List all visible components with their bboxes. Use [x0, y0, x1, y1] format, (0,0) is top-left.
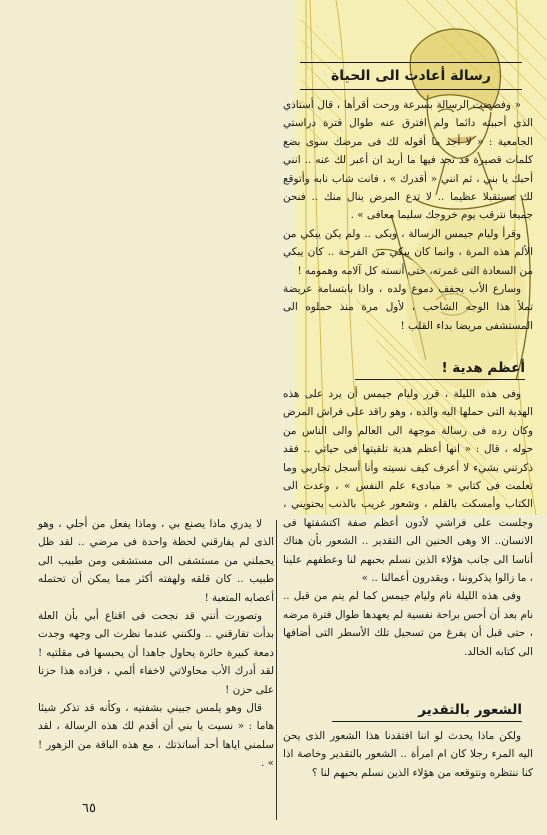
paragraph: لا يدري ماذا يصنع بي ، وماذا يفعل من أجلي ، وهو الذى لم يفارقني لحظة واحدة فى مرضي .. لقد ظل يحملني من مستشفى الى مستشفى ومن طبيب الى طبيب .. كان قلقه ولهفته أكثر مما يمكن أن تحتمله أعصابه المتعبة ! — [38, 518, 274, 604]
paragraph: وقرأ وليام جيمس الرسالة ، وبكى .. ولم يكن يبكي من الألم هذه المرة ، وانما كان يبكي من الفرحة .. كان يبكي من السعادة التى غمرته، حتى أنسته كل آلامه وهمومه ! — [283, 227, 533, 277]
paragraph: وفى هذه الليلة نام وليام جيمس كما لم ينم من قبل .. نام بعد أن أحس براحة نفسية لم يعهدها طوال فترة مرضه ، حتى قبل أن يفرغ من تسجيل تلك الأسطر التى أضافها الى كتابه الخالد. — [283, 590, 533, 658]
paragraph: قال وهو يلمس جبيني بشفتيه ، وكأنه قد تذكر شيئا هاما : « نسيت يا بني أن أقدم لك هذه الرسالة ، لقد سلمني اياها أحد أساتذتك ، مع هذه الباقة من الزهور ! » . — [38, 702, 274, 770]
gift-section — [283, 385, 533, 661]
paragraph: ولكن ماذا يحدث لو اننا افتقدنا هذا الشعور الذى يحن اليه المرء رجلا كان ام امرأة .. الشعور بالتقدير وخاصة اذا كنا ننتظره ونتوقعه من هؤلاء الذين نسلم بحبهم لنا ؟ — [283, 730, 533, 779]
paragraph: « وفضضت الرسالة بسرعة ورحت أقرأها ، قال أستاذي الذى أحببته دائما ولم افترق عنه طوال فترة دراستي الجامعية : « لا أجد ما أقوله لك فى مرضك سوى بضع كلمات قصيرة قد تجد فيها ما أريد ان أعبر لك عنه .. انني أحبك يا بني ، ثم انني « أقدرك » ، فانت شاب نابه وأتوقع لك مستقبلا عظيما .. لا تدع المرض ينال منك .. فنحن جميعا نترقب يوم خروجك سليما معافى » . — [283, 99, 533, 222]
appreciation-heading: الشعور بالتقدير — [332, 699, 522, 722]
page-number: ٦٥ — [82, 801, 96, 816]
paragraph: وسارع الأب يجفف دموع ولده ، واذا بابتسامة عريضة تملأ هذا الوجه الشاحب ، لأول مرة منذ حملوه الى المستشفى مريضا بداء القلب ! — [283, 283, 533, 332]
column-divider — [276, 520, 277, 820]
gift-heading: أعظم هدية ! — [355, 357, 525, 380]
section-title: رسالة أعادت الى الحياة — [300, 62, 522, 90]
paragraph: وفى هذه الليلة ، قرر وليام جيمس أن يرد على هذه الهدية التى حملها اليه والده ، وهو راقد على فراش المرض وكان رده فى رسالة موجهة الى العالم والى الناس من حوله ، قال : « انها أعظم هدية تلقيتها فى حياتي .. فقد ذكرتني بشيء لا أعرف كيف نسيته وأنا أسجل تجاربي وما تعلمت فى كتابي « مبادىء علم النفس » ، وعدت الى الكتاب وأمسكت بالقلم ، وشعور غريب بالذنب يحتويني ، وجلست على فراشي لأدون أعظم صفة اكتشفتها فى الانسان.. الا وهى الحنين الى التقدير .. الشعور بأن هناك أناسا الى جانب هؤلاء الذين نسلم بحبهم لنا وعطفهم علينا ، ما زالوا يذكروننا ، ويقدرون أعمالنا .. » — [283, 388, 533, 585]
paragraph: وتصورت أنني قد نجحت فى اقناع أبي بأن العلة بدأت تفارقني .. ولكنني عندما نظرت الى وجهه وجدت دمعة كبيرة حائرة يحاول جاهدا أن يحبسها فى مقلتيه ! لقد أدرك الأب محاولاتي لاخفاء ألمي ، فزاده هذا حزنا على حزن ! — [38, 610, 274, 696]
right-column — [283, 96, 533, 335]
appreciation-section — [283, 727, 533, 782]
left-column — [38, 515, 274, 773]
